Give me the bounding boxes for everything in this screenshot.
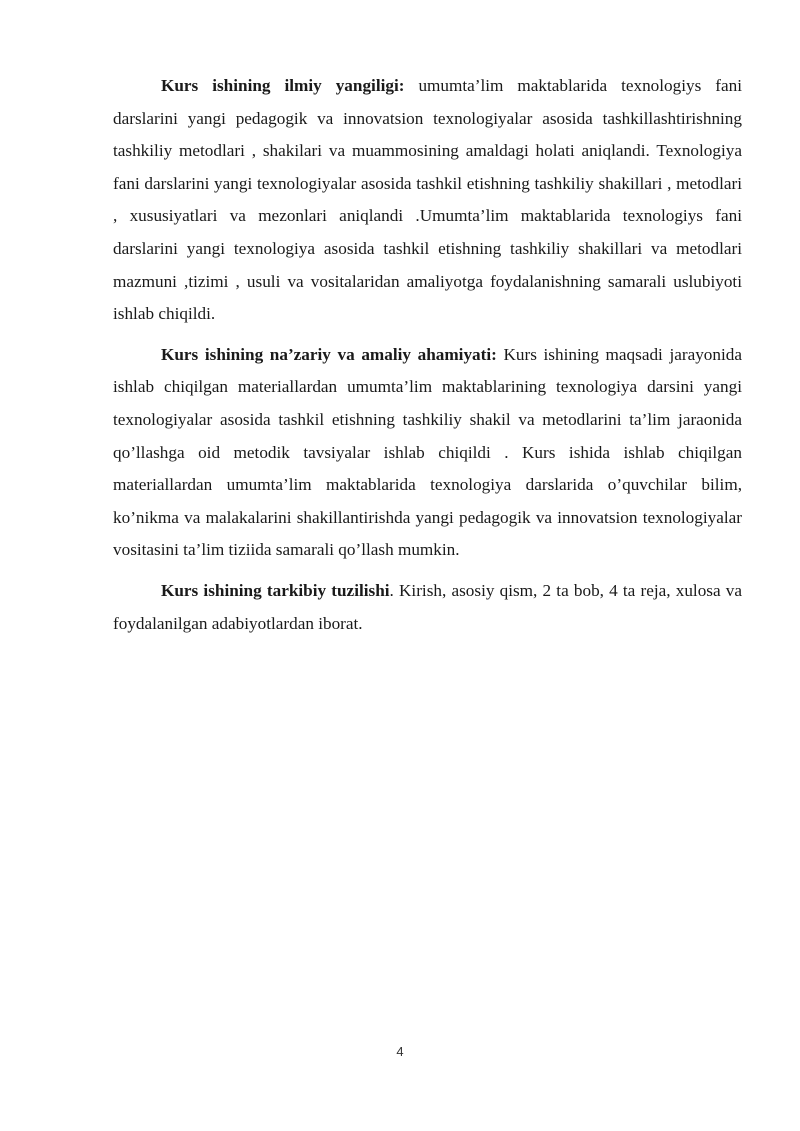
paragraph-heading: Kurs ishining tarkibiy tuzilishi	[161, 580, 390, 600]
paragraph-theoretical-practical-significance	[113, 339, 742, 567]
paragraph-structure	[113, 575, 742, 640]
paragraph-scientific-novelty	[113, 70, 742, 331]
paragraph-heading: Kurs ishining na’zariy va amaliy ahamiyati:	[161, 344, 497, 364]
paragraph-heading: Kurs ishining ilmiy yangiligi:	[161, 76, 405, 95]
paragraph-text: Kurs ishining maqsadi jarayonida ishlab chiqilgan materiallardan umumta’lim maktablarining texnologiya darsini yangi texnologiyalar asosida tashkil etishning tashkiliy shakil va metodlarini ta’lim jaraonida qo’llashga oid metodik tavsiyalar ishlab chiqildi . Kurs ishida ishlab chiqilgan materiallardan umumta’lim maktablarida texnologiya darslarida o’quvchilar bilim, ko’nikma va malakalarini shakillantirishda yangi pedagogik va innovatsion texnologiyalar vositasini ta’lim tiziida samarali qo’llash mumkin.	[113, 344, 742, 560]
paragraph-text: umumta’lim maktablarida texnologiys fani darslarini yangi pedagogik va innovatsion texnologiyalar asosida tashkillashtirishning tashkiliy metodlari , shakilari va muammosining amaldagi holati aniqlandi. Texnologiya fani darslarini yangi texnologiyalar asosida tashkil etishning tashkiliy shakillari , metodlari , xususiyatlari va mezonlari aniqlandi .Umumta’lim maktablarida texnologiys fani darslarini yangi texnologiya asosida tashkil etishning tashkiliy shakillari va metodlari mazmuni ,tizimi , usuli va vositalaridan amaliyotga foydalanishning samarali uslubiyoti ishlab chiqildi.	[113, 76, 742, 324]
document-page	[113, 70, 742, 648]
paragraph-text: . Kirish, asosiy qism, 2 ta bob, 4 ta reja, xulosa va foydalanilgan adabiyotlardan iborat.	[113, 580, 743, 633]
page-number: 4	[396, 1044, 404, 1059]
